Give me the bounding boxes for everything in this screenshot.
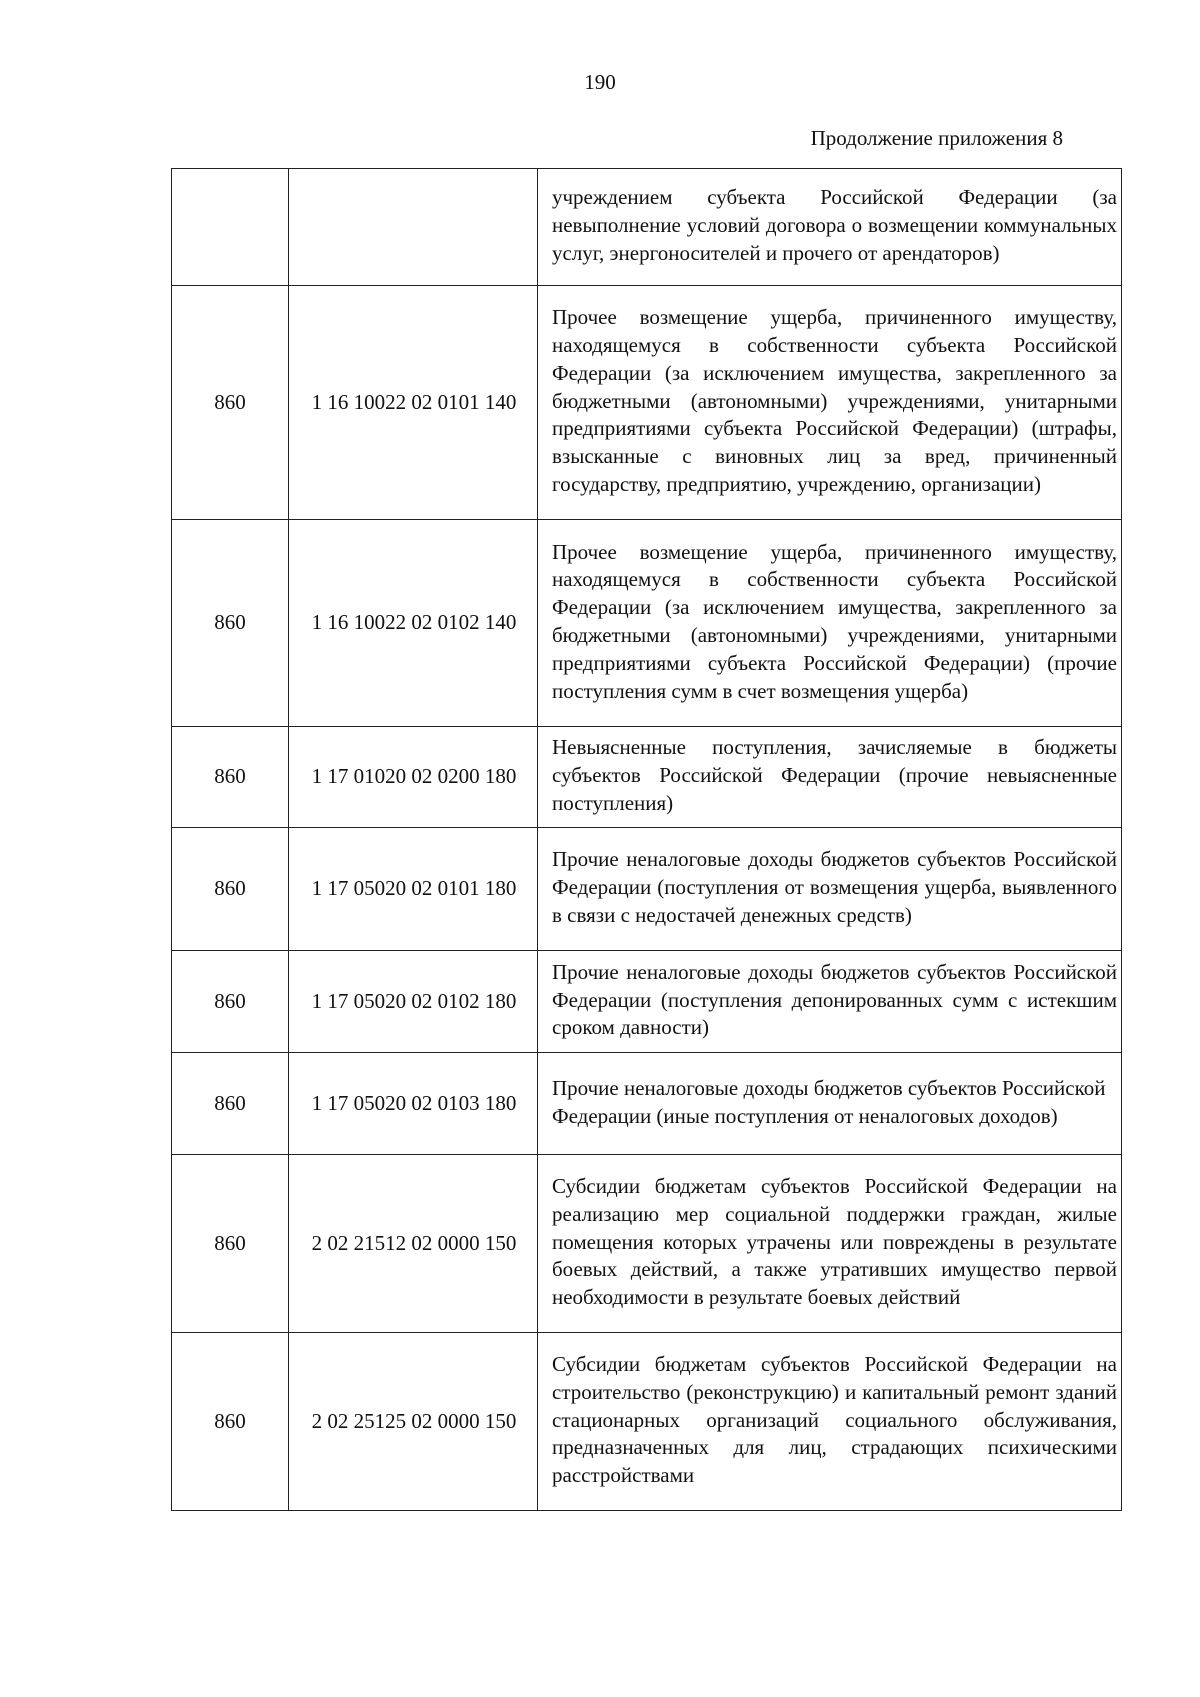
kbk-code-cell: 1 17 05020 02 0101 180 <box>289 828 538 951</box>
description-cell: Прочие неналоговые доходы бюджетов субъектов Российской Федерации (поступления от возмещения ущерба, выявленного в связи с недостачей денежных средств) <box>538 828 1122 951</box>
description-cell: Субсидии бюджетам субъектов Российской Федерации на строительство (реконструкцию) и капитальный ремонт зданий стационарных организаций социального обслуживания, предназначенных для лиц, страдающих психическими расстройствами <box>538 1333 1122 1511</box>
appendix-continuation-label: Продолжение приложения 8 <box>810 126 1063 150</box>
kbk-code-cell: 2 02 21512 02 0000 150 <box>289 1155 538 1333</box>
description-cell: Невыясненные поступления, зачисляемые в бюджеты субъектов Российской Федерации (прочие невыясненные поступления) <box>538 727 1122 828</box>
table-row <box>172 1333 1122 1511</box>
kbk-code-cell: 2 02 25125 02 0000 150 <box>289 1333 538 1511</box>
description-cell: Прочее возмещение ущерба, причиненного имуществу, находящемуся в собственности субъекта Российской Федерации (за исключением имущества, закрепленного за бюджетными (автономными) учреждениями, унитарными предприятиями субъекта Российской Федерации) (штрафы, взысканные с виновных лиц за вред, причиненный государству, предприятию, учреждению, организации) <box>538 286 1122 520</box>
admin-code-cell: 860 <box>172 1155 289 1333</box>
table-row <box>172 286 1122 520</box>
admin-code-cell: 860 <box>172 951 289 1053</box>
description-cell: Прочие неналоговые доходы бюджетов субъектов Российской Федерации (поступления депонированных сумм с истекшим сроком давности) <box>538 951 1122 1053</box>
description-cell: Прочее возмещение ущерба, причиненного имуществу, находящемуся в собственности субъекта Российской Федерации (за исключением имущества, закрепленного за бюджетными (автономными) учреждениями, унитарными предприятиями субъекта Российской Федерации) (прочие поступления сумм в счет возмещения ущерба) <box>538 520 1122 727</box>
description-cell: Субсидии бюджетам субъектов Российской Федерации на реализацию мер социальной поддержки граждан, жилые помещения которых утрачены или повреждены в результате боевых действий, а также утративших имущество первой необходимости в результате боевых действий <box>538 1155 1122 1333</box>
revenue-codes-table <box>171 168 1122 1511</box>
kbk-code-cell <box>289 169 538 286</box>
kbk-code-cell: 1 17 05020 02 0103 180 <box>289 1053 538 1155</box>
admin-code-cell: 860 <box>172 520 289 727</box>
table-row <box>172 1155 1122 1333</box>
table-row <box>172 1053 1122 1155</box>
table-row <box>172 520 1122 727</box>
kbk-code-cell: 1 17 01020 02 0200 180 <box>289 727 538 828</box>
admin-code-cell: 860 <box>172 727 289 828</box>
admin-code-cell <box>172 169 289 286</box>
kbk-code-cell: 1 16 10022 02 0101 140 <box>289 286 538 520</box>
table-row <box>172 951 1122 1053</box>
table-row <box>172 727 1122 828</box>
description-cell: Прочие неналоговые доходы бюджетов субъектов Российской Федерации (иные поступления от неналоговых доходов) <box>538 1053 1122 1155</box>
table-row <box>172 169 1122 286</box>
page-number: 190 <box>584 70 616 94</box>
admin-code-cell: 860 <box>172 828 289 951</box>
kbk-code-cell: 1 17 05020 02 0102 180 <box>289 951 538 1053</box>
table-row <box>172 828 1122 951</box>
admin-code-cell: 860 <box>172 1333 289 1511</box>
admin-code-cell: 860 <box>172 1053 289 1155</box>
description-cell: учреждением субъекта Российской Федерации (за невыполнение условий договора о возмещении коммунальных услуг, энергоносителей и прочего от арендаторов) <box>538 169 1122 286</box>
kbk-code-cell: 1 16 10022 02 0102 140 <box>289 520 538 727</box>
admin-code-cell: 860 <box>172 286 289 520</box>
